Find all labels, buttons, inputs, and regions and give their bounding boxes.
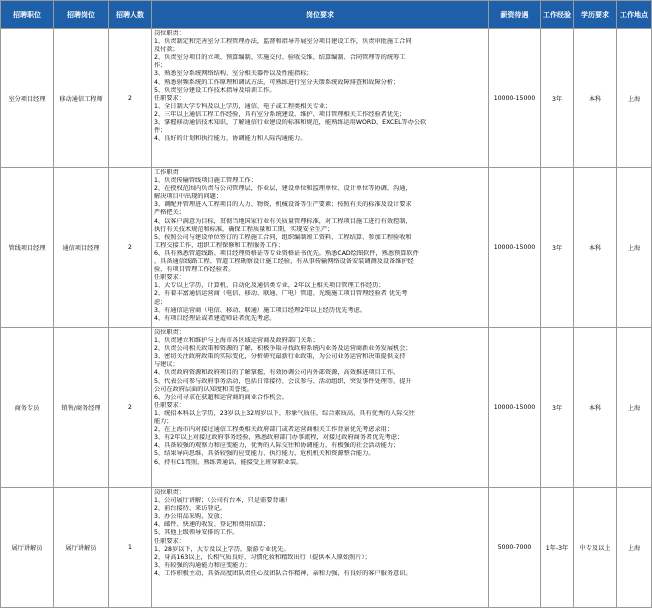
requirement-line: 3、有通信运营商（电信、移动、联通）施工项目经理2年以上经历优先考虑。 bbox=[154, 306, 367, 314]
requirements-cell bbox=[152, 488, 489, 608]
requirement-line: 5、结果导向思维，具备较强的应变能力、执行能力、危机机关和资源整合能力。 bbox=[154, 450, 375, 458]
table-row bbox=[1, 168, 652, 328]
requirement-line: 2、负责室分项目的立项、预算编制、实施交付、验收交维、结算编制、合同管理等的统筹工 bbox=[154, 54, 406, 62]
requirement-line: 3、办公用品采购、发放； bbox=[154, 513, 226, 521]
requirement-line: 1、28岁以下，大专及以上学历，旅游专业优先。 bbox=[154, 545, 290, 553]
salary-cell: 10000-15000 bbox=[489, 328, 541, 488]
requirement-line: 虑； bbox=[154, 298, 167, 306]
table-row bbox=[1, 328, 652, 488]
requirement-line: 工作职责 bbox=[154, 169, 179, 176]
requirement-line: 2、在上海市内对接过通信工程类相关政府部门或者运营商相关工作背景优先考虑录用； bbox=[154, 426, 394, 434]
header-requirements: 岗位要求 bbox=[152, 1, 489, 29]
requirement-line: 1、大专以上学历，计算机、自动化及通信类专业，2年以上相关项目管理工作经历； bbox=[154, 282, 385, 290]
requirement-line: 解决项目中出现的问题； bbox=[154, 193, 223, 201]
requirements-cell bbox=[152, 168, 489, 328]
header-education: 学历要求 bbox=[574, 1, 617, 29]
salary-cell: 10000-15000 bbox=[489, 29, 541, 168]
position-cell: 室分项目经理 bbox=[1, 29, 54, 168]
requirement-line: 4、良好的计划和执行能力，协调能力和人际沟通能力。 bbox=[154, 135, 307, 143]
requirement-line: 严格把关； bbox=[154, 209, 185, 217]
requirement-line: 验，有项目管理工作经验者。 bbox=[154, 266, 235, 274]
requirement-line: 2、有着丰富通信运营商（电信、移动、联通、广电）管道、光缆施工项目管理经验者 优先考 bbox=[154, 290, 408, 298]
requirement-line: 3、有2年以上对接过政府事务经验，熟悉政府部门办事流程，对接过政府商务者优先考虑； bbox=[154, 434, 404, 442]
education-cell: 中专及以上 bbox=[574, 488, 617, 608]
position-cell: 管线项目经理 bbox=[1, 168, 54, 328]
location-cell: 上海 bbox=[617, 29, 652, 168]
requirement-line: 工程交接工作，组织工程保修和工程服务工作； bbox=[154, 241, 284, 249]
education-cell: 本科 bbox=[574, 328, 617, 488]
requirement-line: 2、前台接待、来访登记。 bbox=[154, 505, 226, 513]
requirement-line: 任职要求： bbox=[154, 537, 185, 545]
header-experience: 工作经验 bbox=[541, 1, 574, 29]
requirement-line: 6、具有熟悉管道线路、项目经理资格证等专业资格证书优先。熟悉CAD绘图软件，熟悉预算软件 bbox=[154, 249, 419, 257]
requirement-line: ，具备通信线路工程、管道工程勘察设计施工经验，有从事传输网络设备安装调测及设备维护经 bbox=[154, 258, 414, 266]
requirement-line: 岗位职责： bbox=[154, 489, 185, 496]
requirement-line: 2、身高163以上，长相气质良好，习惯化妆和精致出行（提供本人原始照片）； bbox=[154, 553, 371, 561]
requirement-line: 2、三年以上通信工程工作经验，具有室分系统建设、维护、项目管理相关工作经验者优先； bbox=[154, 110, 406, 118]
requirement-line: 5、按照公司与建设单位签订的工程施工合同，组织编制竣工资料、工程结算、参加工程验收和 bbox=[154, 233, 412, 241]
requirement-line: 作； bbox=[154, 62, 167, 70]
requirement-line: 3、熟悉室分系统网络结构、室分相关器件以及性能指标； bbox=[154, 70, 313, 78]
requirement-line: 1、公司展厅讲解；（公司有台本，只是需要背诵） bbox=[154, 497, 291, 505]
requirement-line: 5、代表公司参与政府事务活动，包括日常接待、会议参与、活动组织，突发事件处理等，提升 bbox=[154, 377, 412, 385]
position-cell: 展厅讲解员 bbox=[1, 488, 54, 608]
experience-cell: 3年 bbox=[541, 328, 574, 488]
salary-cell: 10000-15000 bbox=[489, 168, 541, 328]
location-cell: 上海 bbox=[617, 488, 652, 608]
education-cell: 本科 bbox=[574, 168, 617, 328]
requirement-line: 2、负责公司相关政策和资源的了解，积极争取寻找政府系统内业务及运营商新业务发展机会； bbox=[154, 345, 412, 353]
education-cell: 本科 bbox=[574, 29, 617, 168]
count-cell: 2 bbox=[109, 168, 152, 328]
requirement-line: 执行有关技术规范和标准，确保工程质量和工期，实现安全生产； bbox=[154, 225, 334, 233]
table-row bbox=[1, 488, 652, 608]
requirement-line: 1、统招本科以上学历，23岁以上32周岁以下，形象气质佳，综合素质高，具有优秀的人际交往 bbox=[154, 409, 415, 417]
count-cell: 2 bbox=[109, 328, 152, 488]
requirement-line: 3、掌握移动通信技术知识，了解通信行业建设的标准和规范，能熟练运用WORD、EXCEL等办公软 bbox=[154, 119, 427, 127]
post-cell: 移动通信工程师 bbox=[54, 29, 109, 168]
post-cell: 销售/商务经理 bbox=[54, 328, 109, 488]
requirement-line: 5、负责室分建设工作技术指导及培训工作。 bbox=[154, 86, 276, 94]
requirement-line: 4、具备较强的观察力和应变能力，优秀的人际交往和协调能力，有极强的社会活动能力； bbox=[154, 442, 400, 450]
requirement-line: 2、在授权范围内负责与公司管理层，作业层，建设单位和监理单位、设计单位等协调、沟通， bbox=[154, 185, 412, 193]
position-cell: 商务专员 bbox=[1, 328, 54, 488]
requirement-line: 任职要求： bbox=[154, 94, 185, 102]
experience-cell: 3年 bbox=[541, 29, 574, 168]
requirement-line: 及付款； bbox=[154, 46, 179, 54]
table-row bbox=[1, 29, 652, 168]
requirement-line: 任职要求： bbox=[154, 274, 185, 282]
requirement-line: 3、密切关注政府政策的实际变化，分析研究最新行业政策，为公司业务运营和决策提供支持 bbox=[154, 353, 406, 361]
requirement-line: 3、有较强的沟通能力和应变能力； bbox=[154, 561, 251, 569]
requirement-line: 1、负责制定和完善室分工程管理办法，监督和指导开展室分项目建设工作，负责审批施工合同 bbox=[154, 38, 412, 46]
requirement-line: 4、负责政府资源和政府项目的了解掌握，有效协调公司内外部资源，高效推进项目工作。 bbox=[154, 369, 400, 377]
header-row bbox=[1, 1, 652, 29]
requirement-line: 1、负责传输管线项目施工管理工作； bbox=[154, 177, 257, 185]
experience-cell: 1年-3年 bbox=[541, 488, 574, 608]
requirements-cell bbox=[152, 328, 489, 488]
requirement-line: 4、工作积极主动，具备高度团队责任心及团队合作精神，亲和力强，有良好的客户服务意识。 bbox=[154, 569, 412, 577]
requirement-line: 公司在政府层面的认知度和美誉度。 bbox=[154, 385, 253, 393]
requirement-line: 1、负责建立和维护与上海市各区域运营商及政府部门关系； bbox=[154, 337, 319, 345]
requirement-line: 6、为公司寻求在获超和运营商的商业合作机会。 bbox=[154, 393, 288, 401]
requirement-line: 4、以客户满意为目标，贯彻当地国家行业有关质量管理标准，对工程项目施工进行有效控制， bbox=[154, 217, 412, 225]
header-position: 招聘职位 bbox=[1, 1, 54, 29]
requirement-line: 5、其他上级领导安排的工作。 bbox=[154, 529, 239, 537]
salary-cell: 5000-7000 bbox=[489, 488, 541, 608]
header-count: 招聘人数 bbox=[109, 1, 152, 29]
requirement-line: 与建议； bbox=[154, 361, 179, 369]
requirement-line: 岗位职责： bbox=[154, 329, 185, 336]
requirement-line: 1、全日制大学专科及以上学历，通信、电子或工程类相关专业； bbox=[154, 102, 332, 110]
count-cell: 1 bbox=[109, 488, 152, 608]
location-cell: 上海 bbox=[617, 168, 652, 328]
header-location: 工作地点 bbox=[617, 1, 652, 29]
count-cell: 2 bbox=[109, 29, 152, 168]
requirement-line: 4、熟悉射频系统的工作原理和调试方法，可熟练进行室分天馈系统故障排查和故障分析； bbox=[154, 78, 400, 86]
requirement-line: 岗位职责： bbox=[154, 30, 185, 37]
header-post: 招聘岗位 bbox=[54, 1, 109, 29]
requirement-line: 任职要求： bbox=[154, 401, 185, 409]
post-cell: 展厅讲解员 bbox=[54, 488, 109, 608]
location-cell: 上海 bbox=[617, 328, 652, 488]
requirements-cell bbox=[152, 29, 489, 168]
requirement-line: 4、有项目经理证或者建造师证者优先考虑。 bbox=[154, 314, 276, 322]
requirement-line: 3、调配并管理进入工程项目的人力、物资、机械设备等生产要素；按照有关的标准及设计要求 bbox=[154, 201, 412, 209]
requirement-line: 4、邮件、快递的收发、登记和费用结算； bbox=[154, 521, 270, 529]
requirement-line: 件； bbox=[154, 127, 167, 135]
header-salary: 薪资待遇 bbox=[489, 1, 541, 29]
experience-cell: 3年 bbox=[541, 168, 574, 328]
requirement-line: 能力； bbox=[154, 418, 173, 426]
requirement-line: 6、持有C1驾照，熟练普通话，能接受上班穿职业装。 bbox=[154, 458, 303, 466]
post-cell: 通信项目经理 bbox=[54, 168, 109, 328]
